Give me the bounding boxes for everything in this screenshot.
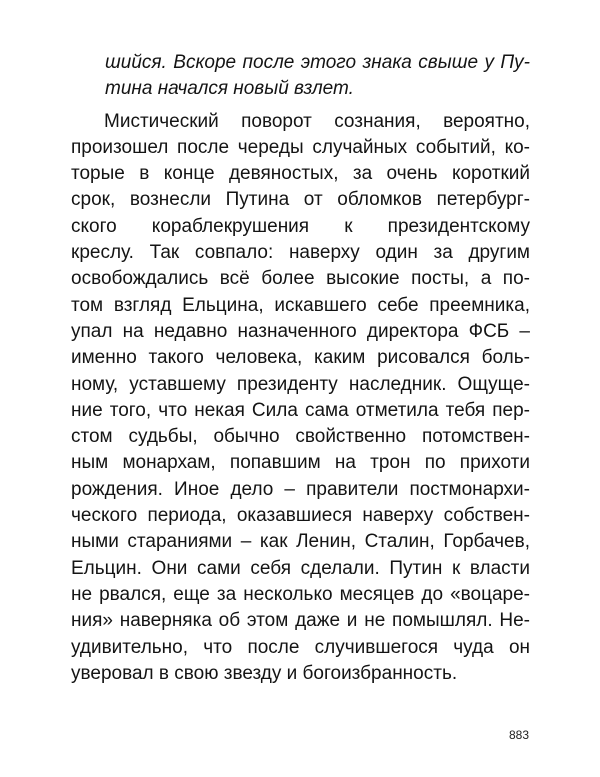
paragraph-line: упал на недавно назначенного директора ФСБ – (71, 320, 530, 342)
paragraph-line: ному, уставшему президенту наследник. Ощуще- (71, 373, 530, 395)
page-body (71, 50, 530, 687)
paragraph-line: произошел после череды случайных событий, ко- (71, 136, 530, 158)
paragraph-line: ческого периода, оказавшиеся наверху собствен- (71, 505, 530, 527)
paragraph-line: именно такого человека, каким рисовался боль- (71, 347, 530, 369)
main-paragraph (71, 109, 530, 688)
paragraph-line: ным монархам, попавшим на трон по прихоти (71, 452, 530, 474)
paragraph-line: креслу. Так совпало: наверху один за другим (71, 242, 530, 264)
paragraph-line: том взгляд Ельцина, искавшего себе преемника, (71, 294, 530, 316)
quote-line: шийся. Вскоре после этого знака свыше у Пу- (105, 52, 530, 73)
paragraph-line: освобождались всё более высокие посты, а по- (71, 268, 530, 290)
paragraph-line: рождения. Иное дело – правители постмонархи- (71, 478, 530, 500)
quote-block (71, 50, 530, 103)
page-number: 883 (508, 728, 529, 742)
paragraph-line: торые в конце девяностых, за очень короткий (71, 163, 530, 185)
paragraph-line: ского кораблекрушения к президентскому (71, 215, 530, 237)
paragraph-line: ние того, что некая Сила сама отметила тебя пер- (71, 399, 530, 421)
paragraph-line: удивительно, что после случившегося чуда он (71, 636, 530, 658)
paragraph-line: не рвался, еще за несколько месяцев до «воцаре- (71, 583, 530, 605)
paragraph-line: срок, вознесли Путина от обломков петербург- (71, 189, 530, 211)
paragraph-line: ными стараниями – как Ленин, Сталин, Горбачев, (71, 531, 530, 553)
paragraph-line: Ельцин. Они сами себя сделали. Путин к власти (71, 557, 530, 579)
paragraph-line: ния» наверняка об этом даже и не помышлял. Не- (71, 610, 530, 632)
paragraph-line: Мистический поворот сознания, вероятно, (104, 110, 530, 132)
paragraph-line: уверовал в свою звезду и богоизбранность. (71, 662, 458, 684)
paragraph-line: стом судьбы, обычно свойственно потомствен- (71, 426, 530, 448)
quote-line: тина начался новый взлет. (105, 78, 354, 100)
